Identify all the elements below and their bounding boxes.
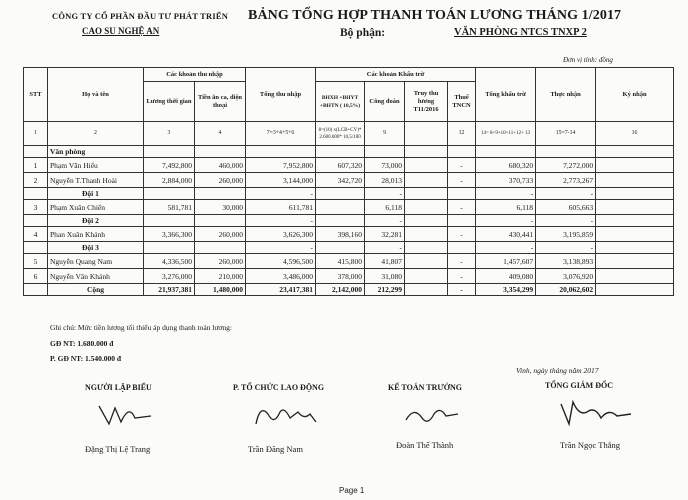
col-tax: Thuế TNCN [448, 82, 476, 122]
index-cell: 8=(10) x(LCB+CV)* 2.600.000* 10,5/100 [316, 122, 365, 146]
signer-name: Đặng Thị Lệ Trang [85, 444, 151, 454]
cell-union: - [365, 188, 405, 200]
cell-net: 3,195,859 [536, 227, 596, 242]
col-allowance: Tiền ăn ca, điện thoại [195, 82, 246, 122]
sign-cell [596, 215, 674, 227]
cell-total [246, 146, 316, 158]
col-salary: Lương thời gian [144, 82, 195, 122]
signature-image [250, 400, 320, 430]
document-title: BẢNG TỔNG HỢP THANH TOÁN LƯƠNG THÁNG 1/2017 [248, 8, 622, 23]
signer-name: Đoàn Thế Thành [396, 440, 454, 450]
cell-tdeduct: 680,320 [476, 158, 536, 173]
table-row [24, 269, 674, 284]
index-cell: 15=7-14 [536, 122, 596, 146]
cell-union: 32,281 [365, 227, 405, 242]
cell-tdeduct: 430,441 [476, 227, 536, 242]
cell-ins [316, 242, 365, 254]
cell-ins [316, 146, 365, 158]
col-sign: Ký nhận [596, 68, 674, 122]
cell-salary: 581,781 [144, 200, 195, 215]
col-insurance: BHXH +BHYT +BHTN ( 10,5%) [316, 82, 365, 122]
cell-name: Đội 3 [48, 242, 144, 254]
cell-name: Phan Xuân Khánh [48, 227, 144, 242]
cell-arrears [405, 242, 448, 254]
table-row [24, 254, 674, 269]
cell-tdeduct: 1,457,607 [476, 254, 536, 269]
cell-union: 28,013 [365, 173, 405, 188]
total-tax: - [448, 284, 476, 296]
sign-cell [596, 158, 674, 173]
cell-net: 3,076,920 [536, 269, 596, 284]
col-total-income: Tổng thu nhập [246, 68, 316, 122]
cell-tdeduct: - [476, 215, 536, 227]
cell-stt: 3 [24, 200, 48, 215]
cell-ins [316, 215, 365, 227]
cell-arrears [405, 227, 448, 242]
cell-tax: - [448, 227, 476, 242]
index-cell: 4 [195, 122, 246, 146]
col-arrears: Truy thu lương T11/2016 [405, 82, 448, 122]
total-label: Cộng [48, 284, 144, 296]
cell-tdeduct: 370,733 [476, 173, 536, 188]
index-cell: 2 [48, 122, 144, 146]
group-row [24, 242, 674, 254]
cell-name: Phạm Xuân Chiến [48, 200, 144, 215]
company-name: CÔNG TY CỔ PHẦN ĐẦU TƯ PHÁT TRIỂN [52, 11, 229, 21]
cell-total: 3,144,000 [246, 173, 316, 188]
col-net: Thực nhận [536, 68, 596, 122]
total-empty [596, 284, 674, 296]
col-deduct-group: Các khoản Khấu trừ [316, 68, 476, 82]
cell-salary: 3,276,000 [144, 269, 195, 284]
cell-total: 7,952,800 [246, 158, 316, 173]
total-net: 20,062,602 [536, 284, 596, 296]
cell-tax: - [448, 269, 476, 284]
cell-arrears [405, 158, 448, 173]
cell-tax: - [448, 200, 476, 215]
group-row [24, 215, 674, 227]
sign-cell [596, 188, 674, 200]
cell-ins: 398,160 [316, 227, 365, 242]
cell-ins: 415,800 [316, 254, 365, 269]
col-stt: STT [24, 68, 48, 122]
cell-name: Nguyễn T.Thanh Hoài [48, 173, 144, 188]
cell-allowance [195, 188, 246, 200]
group-row [24, 146, 674, 158]
cell-allowance: 260,000 [195, 254, 246, 269]
cell-tax [448, 188, 476, 200]
cell-total: 611,781 [246, 200, 316, 215]
cell-salary: 7,492,800 [144, 158, 195, 173]
total-empty [24, 284, 48, 296]
cell-allowance: 30,000 [195, 200, 246, 215]
currency-unit: Đơn vị tính: đồng [563, 56, 613, 64]
table-row [24, 173, 674, 188]
cell-tdeduct: - [476, 242, 536, 254]
cell-union: 6,118 [365, 200, 405, 215]
table-row [24, 200, 674, 215]
signature-image [555, 396, 635, 430]
cell-allowance: 210,000 [195, 269, 246, 284]
cell-ins [316, 188, 365, 200]
cell-salary [144, 215, 195, 227]
cell-net: 605,663 [536, 200, 596, 215]
cell-ins: 342,720 [316, 173, 365, 188]
cell-salary: 2,884,000 [144, 173, 195, 188]
cell-total: 3,626,300 [246, 227, 316, 242]
cell-name: Đội 2 [48, 215, 144, 227]
cell-salary [144, 242, 195, 254]
sign-cell [596, 173, 674, 188]
signer-role: NGƯỜI LẬP BIỂU [85, 383, 152, 392]
cell-total: - [246, 215, 316, 227]
total-salary: 21,937,381 [144, 284, 195, 296]
cell-total: 4,596,500 [246, 254, 316, 269]
note-deputy-wage: P. GĐ NT: 1.540.000 đ [50, 354, 122, 363]
cell-allowance [195, 242, 246, 254]
total-ins: 2,142,000 [316, 284, 365, 296]
cell-tax [448, 215, 476, 227]
cell-net: - [536, 242, 596, 254]
cell-total: 3,486,000 [246, 269, 316, 284]
cell-stt: 5 [24, 254, 48, 269]
cell-tdeduct: 409,080 [476, 269, 536, 284]
cell-stt [24, 146, 48, 158]
cell-union: 31,080 [365, 269, 405, 284]
department-label: Bộ phận: [340, 27, 386, 39]
cell-net: - [536, 215, 596, 227]
cell-net: 3,138,893 [536, 254, 596, 269]
cell-union: 73,000 [365, 158, 405, 173]
sign-cell [596, 146, 674, 158]
cell-stt: 2 [24, 173, 48, 188]
cell-stt [24, 242, 48, 254]
index-cell: 9 [365, 122, 405, 146]
cell-tax [448, 146, 476, 158]
cell-net [536, 146, 596, 158]
cell-tax [448, 242, 476, 254]
cell-net: - [536, 188, 596, 200]
table-row [24, 158, 674, 173]
cell-stt: 1 [24, 158, 48, 173]
index-cell: 7=3+4+5+6 [246, 122, 316, 146]
index-cell [405, 122, 448, 146]
cell-arrears [405, 173, 448, 188]
page-number: Page 1 [339, 486, 365, 495]
payroll-table [23, 67, 674, 296]
date-line: Vinh, ngày tháng năm 2017 [516, 366, 599, 375]
cell-allowance [195, 215, 246, 227]
cell-arrears [405, 215, 448, 227]
index-cell: 14= 8+9+10+11+12+ 13 [476, 122, 536, 146]
cell-stt [24, 188, 48, 200]
cell-name: Nguyễn Quang Nam [48, 254, 144, 269]
cell-tax: - [448, 158, 476, 173]
cell-salary [144, 146, 195, 158]
cell-union: - [365, 215, 405, 227]
index-cell: 1 [24, 122, 48, 146]
signer-name: Trần Ngọc Thắng [560, 440, 620, 450]
group-row [24, 188, 674, 200]
signer-role: TỔNG GIÁM ĐỐC [545, 381, 613, 390]
sign-cell [596, 254, 674, 269]
cell-allowance: 460,000 [195, 158, 246, 173]
cell-union: - [365, 242, 405, 254]
cell-name: Văn phòng [48, 146, 144, 158]
col-total-deduct: Tổng khấu trừ [476, 68, 536, 122]
index-cell: 3 [144, 122, 195, 146]
cell-ins: 607,320 [316, 158, 365, 173]
cell-total: - [246, 188, 316, 200]
index-cell: 12 [448, 122, 476, 146]
cell-tdeduct: - [476, 188, 536, 200]
total-tdeduct: 3,354,299 [476, 284, 536, 296]
company-subname: CAO SU NGHỆ AN [82, 26, 160, 36]
cell-stt: 6 [24, 269, 48, 284]
signer-role: P. TỔ CHỨC LAO ĐỘNG [233, 383, 325, 392]
total-union: 212,299 [365, 284, 405, 296]
sign-cell [596, 242, 674, 254]
cell-arrears [405, 200, 448, 215]
note-line: Ghi chú: Mức tiền lương tối thiểu áp dụng thanh toán lương: [50, 323, 232, 332]
index-cell: 16 [596, 122, 674, 146]
cell-ins [316, 200, 365, 215]
note-director-wage: GĐ NT: 1.680.000 đ [50, 339, 114, 348]
cell-allowance: 260,000 [195, 173, 246, 188]
cell-salary [144, 188, 195, 200]
cell-arrears [405, 254, 448, 269]
cell-name: Phạm Văn Hiếu [48, 158, 144, 173]
col-name: Họ và tên [48, 68, 144, 122]
cell-tdeduct [476, 146, 536, 158]
cell-net: 7,272,000 [536, 158, 596, 173]
cell-ins: 378,000 [316, 269, 365, 284]
cell-salary: 3,366,300 [144, 227, 195, 242]
cell-net: 2,773,267 [536, 173, 596, 188]
cell-arrears [405, 188, 448, 200]
total-allowance: 1,480,000 [195, 284, 246, 296]
cell-allowance [195, 146, 246, 158]
signer-role: KẾ TOÁN TRƯỞNG [388, 383, 462, 392]
cell-allowance: 260,000 [195, 227, 246, 242]
signature-image [402, 400, 462, 430]
cell-arrears [405, 146, 448, 158]
cell-stt [24, 215, 48, 227]
sign-cell [596, 227, 674, 242]
signer-name: Trần Đăng Nam [248, 444, 303, 454]
total-row [24, 284, 674, 296]
cell-tax: - [448, 254, 476, 269]
department-value: VĂN PHÒNG NTCS TNXP 2 [454, 27, 587, 38]
col-union: Công đoàn [365, 82, 405, 122]
sign-cell [596, 269, 674, 284]
sign-cell [596, 200, 674, 215]
cell-name: Nguyễn Văn Khánh [48, 269, 144, 284]
cell-union: 41,807 [365, 254, 405, 269]
cell-tax: - [448, 173, 476, 188]
cell-name: Đội 1 [48, 188, 144, 200]
total-empty [405, 284, 448, 296]
cell-salary: 4,336,500 [144, 254, 195, 269]
cell-tdeduct: 6,118 [476, 200, 536, 215]
cell-stt: 4 [24, 227, 48, 242]
signature-image [95, 400, 155, 430]
cell-total: - [246, 242, 316, 254]
total-total: 23,417,381 [246, 284, 316, 296]
col-income-group: Các khoản thu nhập [144, 68, 246, 82]
cell-arrears [405, 269, 448, 284]
cell-union [365, 146, 405, 158]
table-row [24, 227, 674, 242]
